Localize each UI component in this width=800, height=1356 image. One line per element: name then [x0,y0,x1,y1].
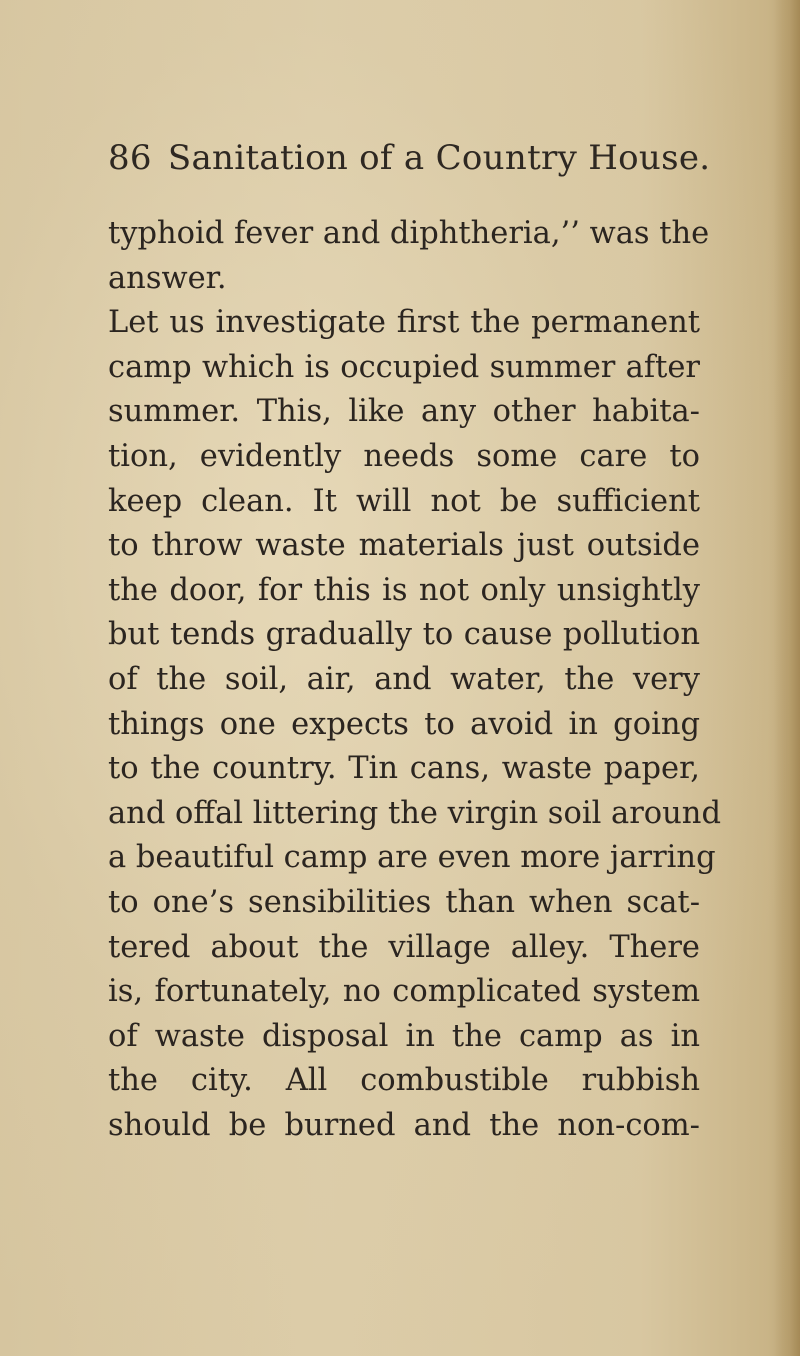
text-line: typhoid fever and diphtheria,’’ was the [108,216,710,251]
text-line: of waste disposal in the camp as in [108,1018,700,1054]
text-line: but tends gradually to cause pollution [108,617,700,653]
text-line: the door, for this is not only unsightly [108,572,700,608]
text-line: summer. This, like any other habita- [108,394,700,430]
text-line: camp which is occupied summer after [108,349,700,385]
text-line: to one’s sensibilities than when scat- [108,884,700,920]
text-line: tion, evidently needs some care to [108,438,700,474]
page-edge-shadow [774,0,800,1356]
text-line: to throw waste materials just outside [108,528,700,564]
text-line: answer. [108,260,227,296]
text-line: and offal littering the virgin soil around [108,795,721,831]
page-number: 86 [108,138,152,178]
text-line: tered about the village alley. There [108,929,700,965]
text-line: is, fortunately, no complicated system [108,974,700,1010]
text-line: should be burned and the non-com- [108,1107,700,1143]
text-line: to the country. Tin cans, waste paper, [108,751,700,787]
text-line: the city. All combustible rubbish [108,1063,700,1099]
running-header [108,138,710,178]
text-line: Let us investigate first the permanent [108,305,700,341]
running-title: Sanitation of a Country House. [167,138,711,178]
text-line: of the soil, air, and water, the very [108,661,700,697]
text-line: things one expects to avoid in going [108,706,700,742]
body-text [108,212,721,1148]
text-line: keep clean. It will not be sufficient [108,483,700,519]
text-line: a beautiful camp are even more jarring [108,840,716,876]
